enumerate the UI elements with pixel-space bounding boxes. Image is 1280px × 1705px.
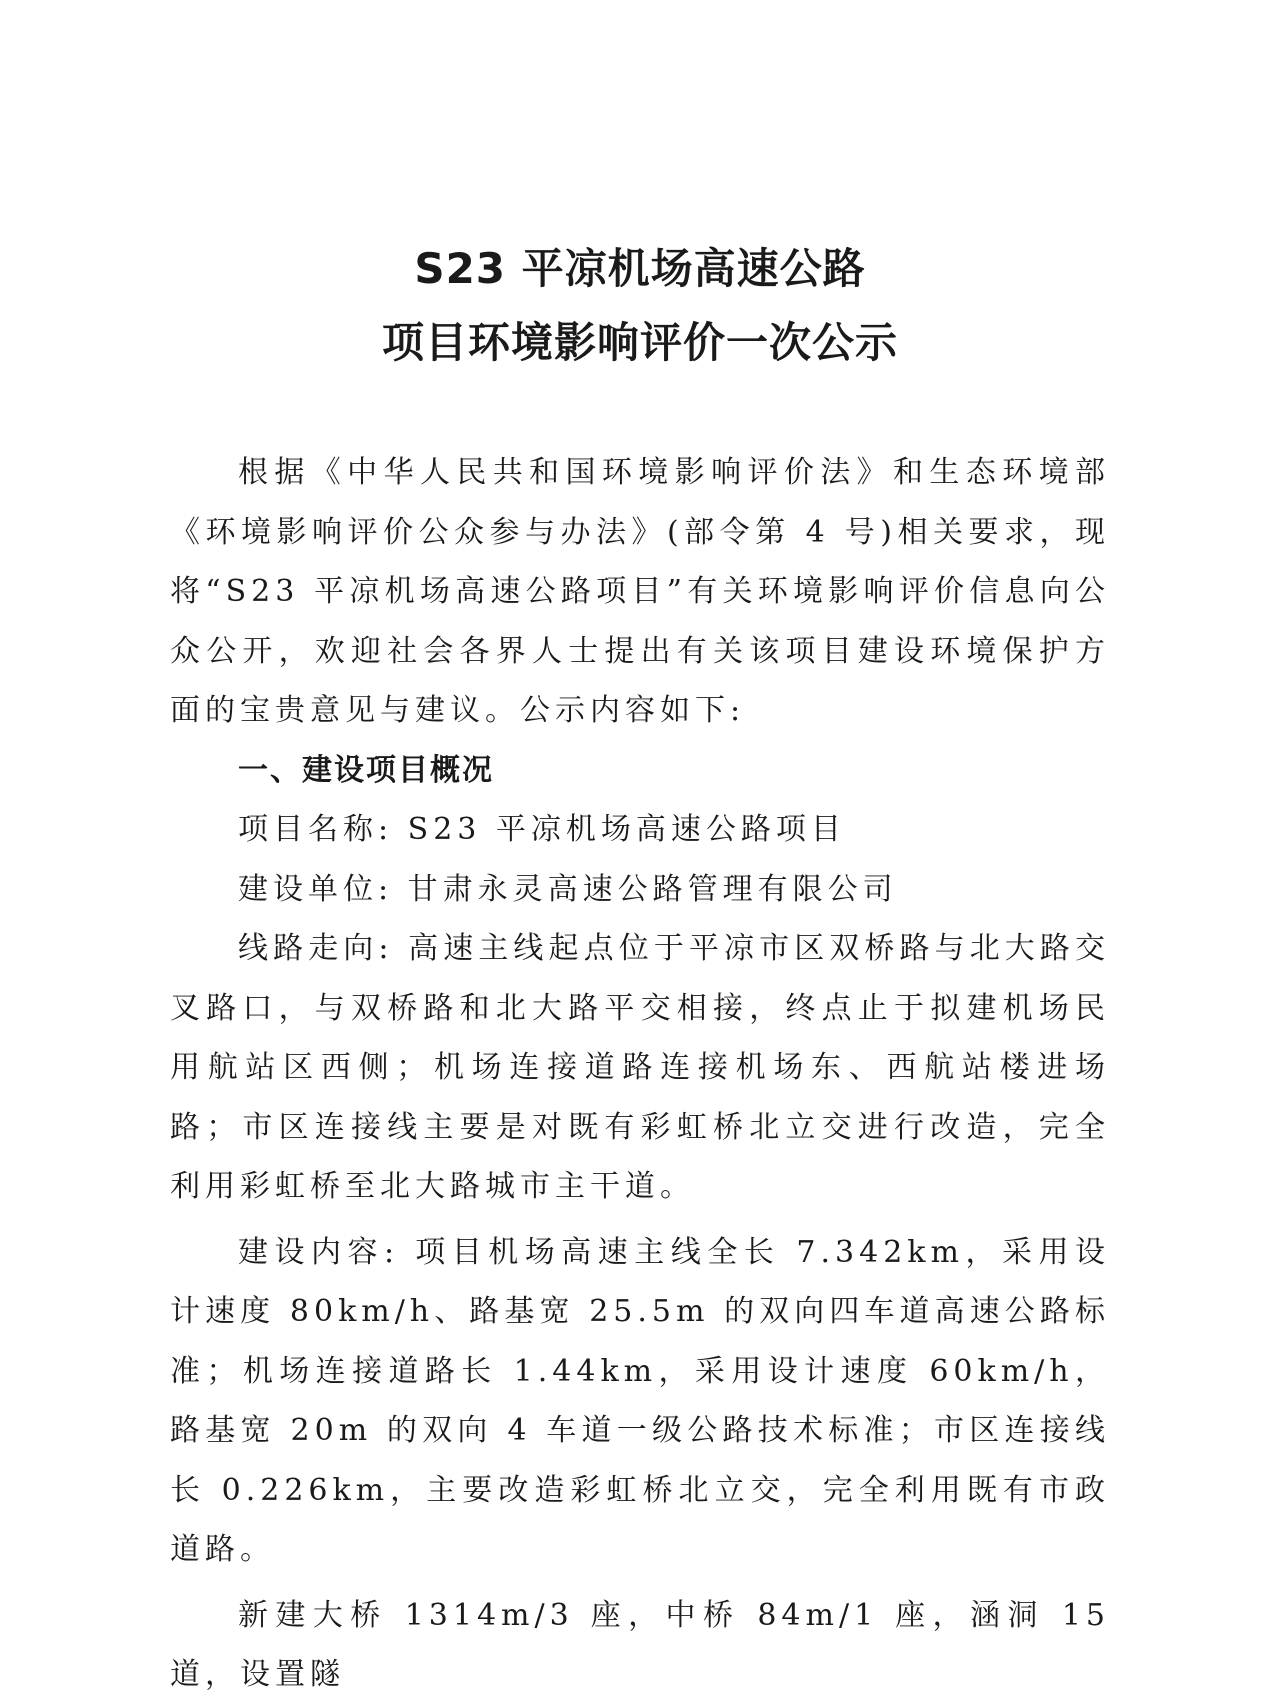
content-paragraph: 建设内容: 项目机场高速主线全长 7.342km，采用设计速度 80km/h、路基宽 25.5m 的双向四车道高速公路标准；机场连接道路长 1.44km，采用设计速度 60km/h，路基宽 20m 的双向 4 车道一级公路技术标准；市区连接线长 0.226km，主要改造彩虹桥北立交，完全利用既有市政道路。 bbox=[170, 1234, 1110, 1567]
document-title-line1: S23 平凉机场高速公路 bbox=[414, 244, 866, 293]
builder-paragraph: 建设单位: 甘肃永灵高速公路管理有限公司 bbox=[238, 871, 898, 907]
route-paragraph: 线路走向: 高速主线起点位于平凉市区双桥路与北大路交叉路口，与双桥路和北大路平交相接，终点止于拟建机场民用航站区西侧；机场连接道路连接机场东、西航站楼进场路；市区连接线主要是对既有彩虹桥北立交进行改造，完全利用彩虹桥至北大路城市主干道。 bbox=[170, 931, 1110, 1204]
intro-paragraph: 根据《中华人民共和国环境影响评价法》和生态环境部《环境影响评价公众参与办法》(部令第 4 号)相关要求，现将“S23 平凉机场高速公路项目”有关环境影响评价信息向公众公开，欢迎社会各界人士提出有关该项目建设环境保护方面的宝贵意见与建议。公示内容如下: bbox=[170, 455, 1110, 728]
document-title-line2: 项目环境影响评价一次公示 bbox=[381, 318, 898, 367]
bridges-paragraph: 新建大桥 1314m/3 座，中桥 84m/1 座，涵洞 15 道，设置隧 bbox=[170, 1597, 1110, 1692]
project-name-paragraph: 项目名称: S23 平凉机场高速公路项目 bbox=[238, 812, 846, 847]
document-body bbox=[170, 443, 1110, 1705]
section-heading-project-overview: 一、建设项目概况 bbox=[238, 752, 494, 788]
